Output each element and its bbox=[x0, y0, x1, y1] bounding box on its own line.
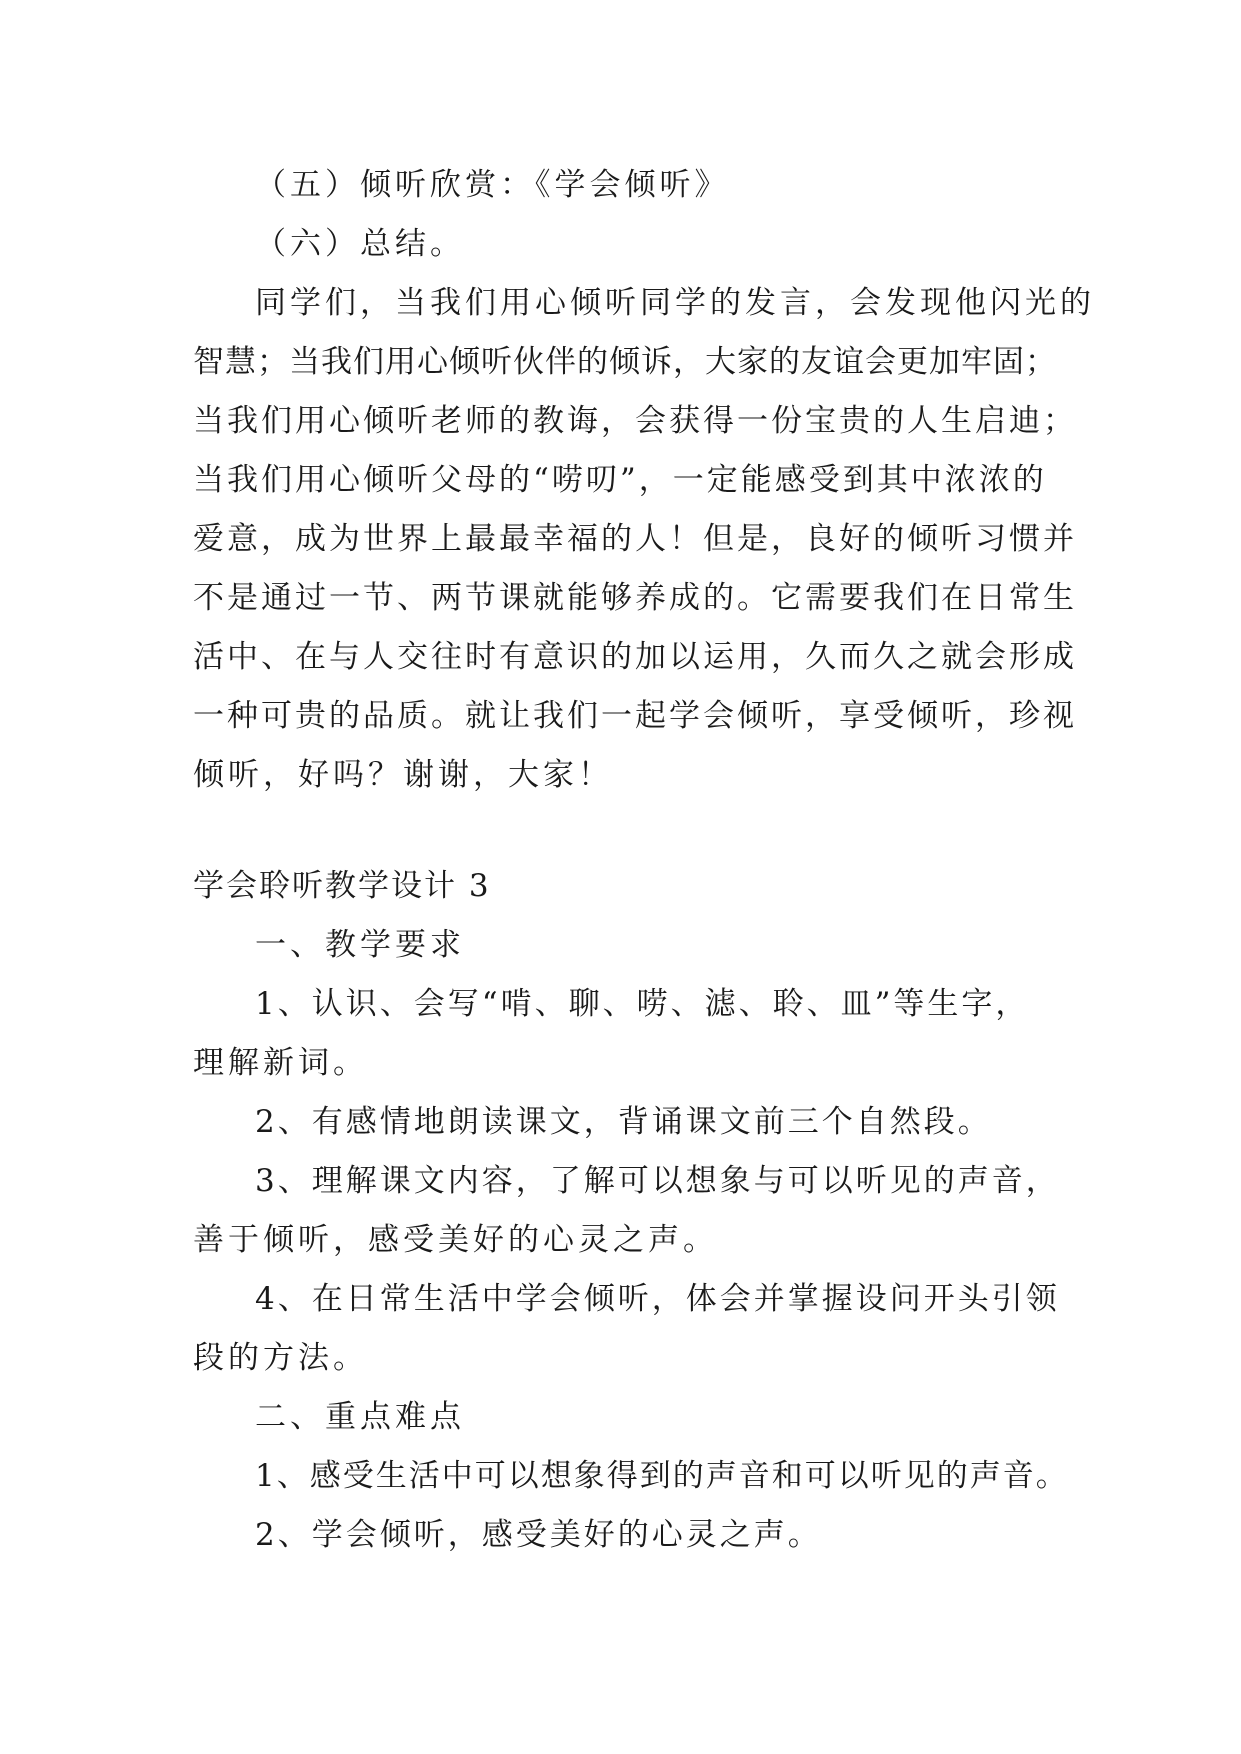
list-item: 2、有感情地朗读课文，背诵课文前三个自然段。 bbox=[255, 1104, 992, 1140]
list-item: 3、理解课文内容，了解可以想象与可以听见的声音， bbox=[255, 1163, 1060, 1199]
section-five-heading: （五）倾听欣赏：《学会倾听》 bbox=[255, 167, 730, 203]
list-item-continuation: 理解新词。 bbox=[193, 1045, 368, 1081]
section-heading: 一、教学要求 bbox=[255, 927, 465, 963]
paragraph-line: 爱意，成为世界上最最幸福的人！但是，良好的倾听习惯并 bbox=[193, 521, 1077, 557]
list-item-continuation: 段的方法。 bbox=[193, 1340, 368, 1376]
paragraph-line: 当我们用心倾听父母的“唠叨”，一定能感受到其中浓浓的 bbox=[193, 462, 1047, 498]
paragraph-line: 当我们用心倾听老师的教诲，会获得一份宝贵的人生启迪； bbox=[193, 403, 1077, 439]
section-six-heading: （六）总结。 bbox=[255, 226, 465, 262]
list-item: 4、在日常生活中学会倾听，体会并掌握设问开头引领 bbox=[255, 1281, 1060, 1317]
paragraph-line: 一种可贵的品质。就让我们一起学会倾听，享受倾听，珍视 bbox=[193, 698, 1077, 734]
list-item: 1、感受生活中可以想象得到的声音和可以听见的声音。 bbox=[255, 1458, 1069, 1494]
paragraph-line: 不是通过一节、两节课就能够养成的。它需要我们在日常生 bbox=[193, 580, 1077, 616]
paragraph-line: 同学们，当我们用心倾听同学的发言，会发现他闪光的 bbox=[255, 285, 1095, 321]
list-item: 2、学会倾听，感受美好的心灵之声。 bbox=[255, 1517, 822, 1553]
paragraph-line: 倾听，好吗？谢谢，大家！ bbox=[193, 757, 613, 793]
paragraph-line: 活中、在与人交往时有意识的加以运用，久而久之就会形成 bbox=[193, 639, 1077, 675]
document-title: 学会聆听教学设计 3 bbox=[193, 868, 491, 904]
section-heading: 二、重点难点 bbox=[255, 1399, 465, 1435]
paragraph-line: 智慧；当我们用心倾听伙伴的倾诉，大家的友谊会更加牢固； bbox=[193, 344, 1057, 380]
list-item-continuation: 善于倾听，感受美好的心灵之声。 bbox=[193, 1222, 718, 1258]
list-item: 1、认识、会写“啃、聊、唠、滤、聆、皿”等生字， bbox=[255, 986, 1030, 1022]
